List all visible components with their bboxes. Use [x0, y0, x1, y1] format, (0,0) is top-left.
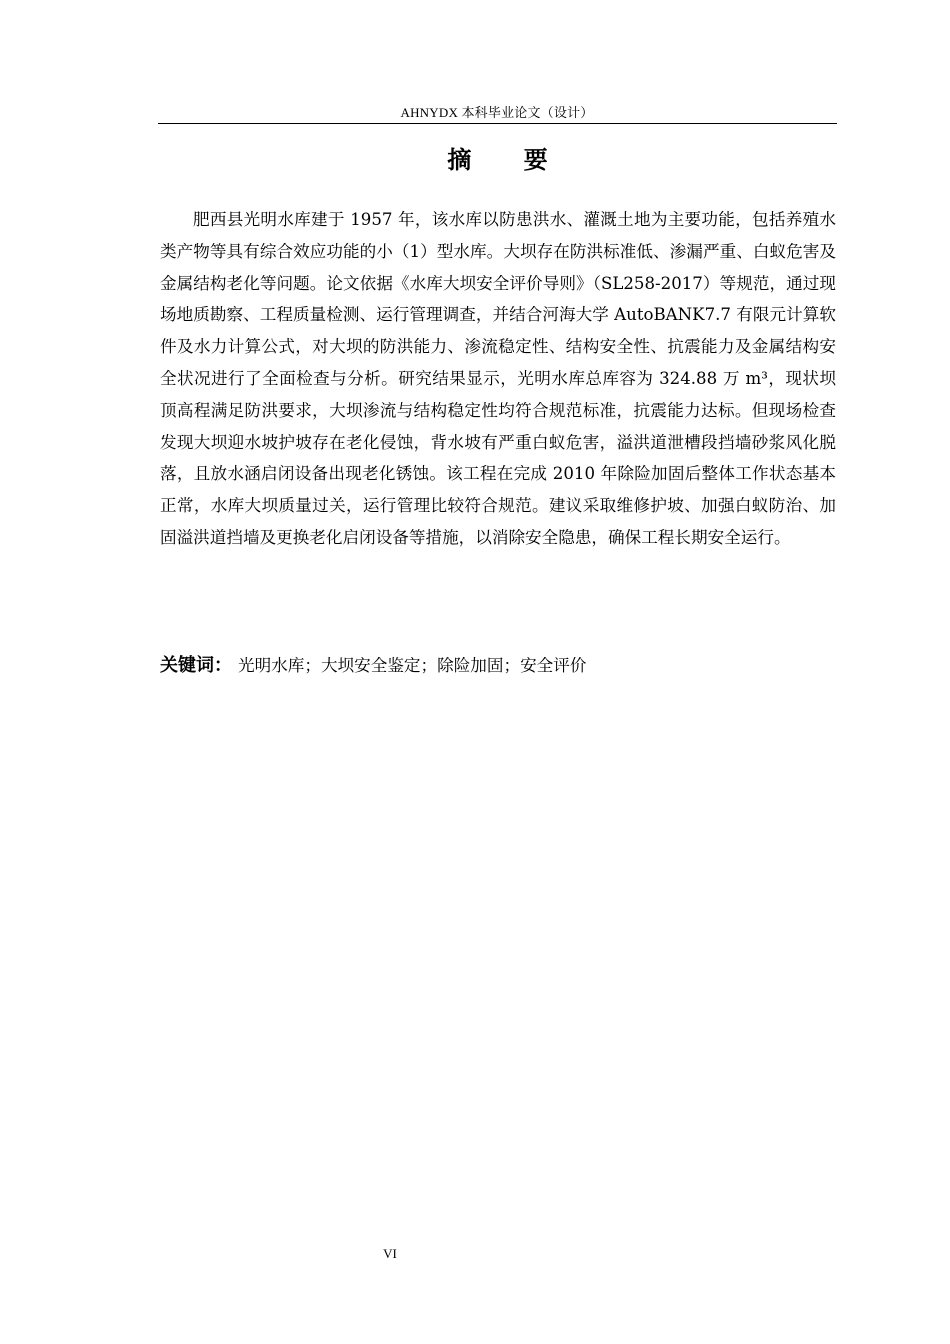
- keywords-line: [160, 651, 836, 681]
- keywords-text: 光明水库；大坝安全鉴定；除险加固；安全评价: [238, 656, 587, 675]
- abstract-body: 肥西县光明水库建于 1957 年，该水库以防患洪水、灌溉土地为主要功能，包括养殖水类产物等具有综合效应功能的小（1）型水库。大坝存在防洪标准低、渗漏严重、白蚁危害及金属结构老化等问题。论文依据《水库大坝安全评价导则》（SL258-2017）等规范，通过现场地质勘察、工程质量检测、运行管理调查，并结合河海大学 AutoBANK7.7 有限元计算软件及水力计算公式，对大坝的防洪能力、渗流稳定性、结构安全性、抗震能力及金属结构安全状况进行了全面检查与分析。研究结果显示，光明水库总库容为 324.88 万 m³，现状坝顶高程满足防洪要求，大坝渗流与结构稳定性均符合规范标准，抗震能力达标。但现场检查发现大坝迎水坡护坡存在老化侵蚀，背水坡有严重白蚁危害，溢洪道泄槽段挡墙砂浆风化脱落，且放水涵启闭设备出现老化锈蚀。该工程在完成 2010 年除险加固后整体工作状态基本正常，水库大坝质量过关，运行管理比较符合规范。建议采取维修护坡、加强白蚁防治、加固溢洪道挡墙及更换老化启闭设备等措施，以消除安全隐患，确保工程长期安全运行。: [160, 210, 836, 547]
- header-rule: [158, 123, 837, 124]
- keywords-label: 关键词：: [160, 655, 232, 676]
- running-header: AHNYDX 本科毕业论文（设计）: [400, 105, 594, 120]
- page-number: VI: [383, 1246, 397, 1261]
- abstract-title: 摘 要: [447, 146, 570, 174]
